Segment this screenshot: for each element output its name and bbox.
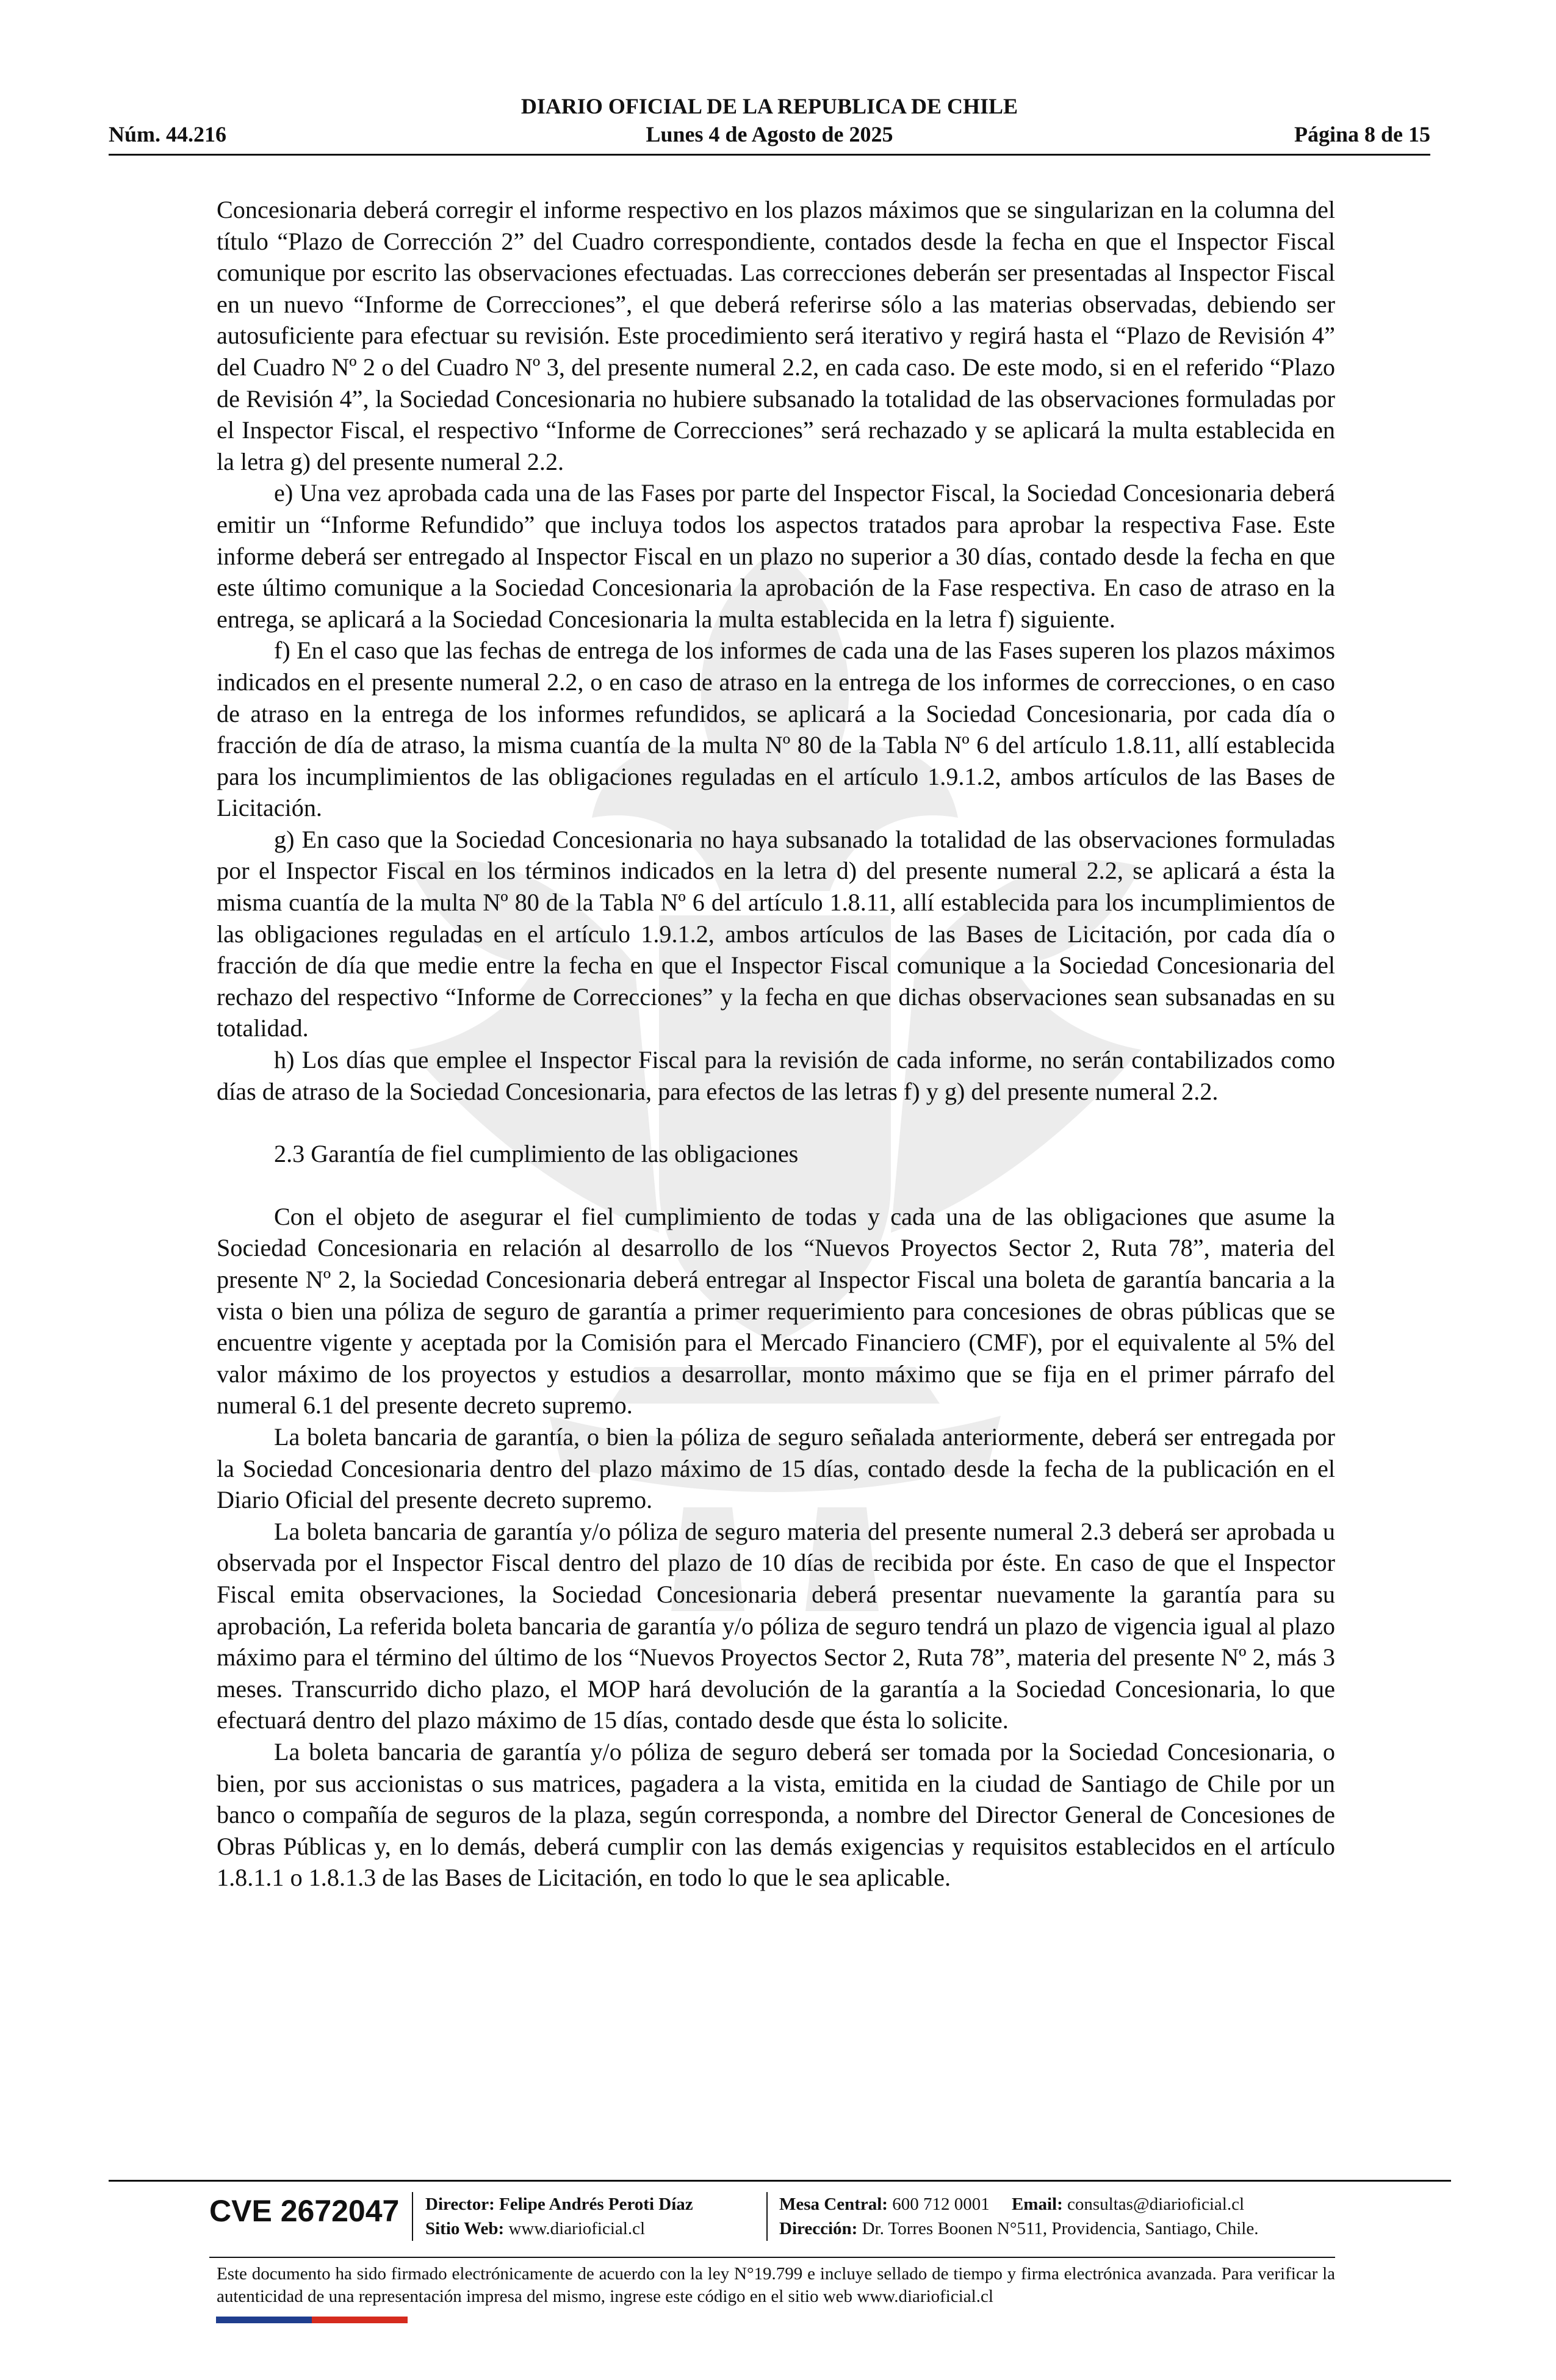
footer-divider	[109, 2180, 1451, 2182]
flag-blue-segment	[216, 2317, 312, 2323]
paragraph-guarantee-4: La boleta bancaria de garantía y/o póliza de seguro deberá ser tomada por la Sociedad Concesionaria, o bien, por sus accionistas o sus matrices, pagadera a la vista, emitida en la ciudad de Santiago de Chile por un banco o compañía de seguros de la plaza, según corresponda, a nombre del Director General de Concesiones de Obras Públicas y, en lo demás, deberá cumplir con las demás exigencias y requisitos establecidos en el artículo 1.8.1.1 o 1.8.1.3 de las Bases de Licitación, en todo lo que le sea aplicable.	[217, 1737, 1335, 1892]
paragraph-guarantee-3: La boleta bancaria de garantía y/o póliza de seguro materia del presente numeral 2.3 deberá ser aprobada u observada por el Inspector Fiscal dentro del plazo de 10 días de recibida por éste. En caso de que el Inspector Fiscal emita observaciones, la Sociedad Concesionaria deberá presentar nuevamente la garantía para su aprobación, La referida boleta bancaria de garantía y/o póliza de seguro tendrá un plazo de vigencia igual al plazo máximo para el término del último de los “Nuevos Proyectos Sector 2, Ruta 78”, materia del presente Nº 2, más 3 meses. Transcurrido dicho plazo, el MOP hará devolución de la garantía a la Sociedad Concesionaria, lo que efectuará dentro del plazo máximo de 15 días, contado desde que ésta lo solicite.	[217, 1517, 1335, 1734]
paragraph-e: e) Una vez aprobada cada una de las Fases por parte del Inspector Fiscal, la Sociedad Concesionaria deberá emitir un “Informe Refundido” que incluya todos los aspectos tratados para aprobar la respectiva Fase. Este informe deberá ser entregado al Inspector Fiscal en un plazo no superior a 30 días, contado desde la fecha en que este último comunique a la Sociedad Concesionaria la aprobación de la Fase respectiva. En caso de atraso en la entrega, se aplicará a la Sociedad Concesionaria la multa establecida en la letra f) siguiente.	[217, 479, 1335, 633]
paragraph-f: f) En el caso que las fechas de entrega de los informes de cada una de las Fases superen los plazos máximos indicados en el presente numeral 2.2, o en caso de atraso en la entrega de los informes de correcciones, o en caso de atraso en la entrega de los informes refundidos, se aplicará a la Sociedad Concesionaria, por cada día o fracción de día de atraso, la misma cuantía de la multa Nº 80 de la Tabla Nº 6 del artículo 1.8.11, allí establecida para los incumplimientos de las obligaciones reguladas en el artículo 1.9.1.2, ambos artículos de las Bases de Licitación.	[217, 636, 1335, 822]
site-link[interactable]: www.diarioficial.cl	[508, 2219, 646, 2238]
address-value: Dr. Torres Boonen N°511, Providencia, Santiago, Chile.	[862, 2219, 1259, 2238]
signature-notice: Este documento ha sido firmado electrónicamente de acuerdo con la ley N°19.799 e incluye sellado de tiempo y firma electrónica avanzada. Para verificar la autenticidad de una representación impresa del mismo, ingrese este código en el sitio web www.diarioficial.cl	[217, 2264, 1335, 2306]
issue-date: Lunes 4 de Agosto de 2025	[646, 122, 893, 146]
header-divider	[109, 154, 1430, 156]
site-label: Sitio Web:	[425, 2219, 505, 2238]
address-label: Dirección:	[779, 2219, 858, 2238]
phone-label: Mesa Central:	[779, 2194, 888, 2214]
paragraph-continuation: Concesionaria deberá corregir el informe respectivo en los plazos máximos que se singularizan en la columna del título “Plazo de Corrección 2” del Cuadro correspondiente, contados desde la fecha en que el Inspector Fiscal comunique por escrito las observaciones efectuadas. Las correcciones deberán ser presentadas al Inspector Fiscal en un nuevo “Informe de Correcciones”, el que deberá referirse sólo a las materias observadas, debiendo ser autosuficiente para efectuar su revisión. Este procedimiento será iterativo y regirá hasta el “Plazo de Revisión 4” del Cuadro Nº 2 o del Cuadro Nº 3, del presente numeral 2.2, en cada caso. De este modo, si en el referido “Plazo de Revisión 4”, la Sociedad Concesionaria no hubiere subsanado la totalidad de las observaciones formuladas por el Inspector Fiscal, el respectivo “Informe de Correcciones” será rechazado y se aplicará la multa establecida en la letra g) del presente numeral 2.2.	[217, 196, 1335, 475]
director-name: Felipe Andrés Peroti Díaz	[499, 2194, 693, 2214]
publication-title: DIARIO OFICIAL DE LA REPUBLICA DE CHILE	[520, 94, 1018, 118]
paragraph-guarantee-1: Con el objeto de asegurar el fiel cumplimiento de todas y cada una de las obligaciones que asume la Sociedad Concesionaria en relación al desarrollo de los “Nuevos Proyectos Sector 2, Ruta 78”, materia del presente Nº 2, la Sociedad Concesionaria deberá entregar al Inspector Fiscal una boleta de garantía bancaria a la vista o bien una póliza de seguro de garantía a primer requerimiento para concesiones de obras públicas que se encuentre vigente y aceptada por la Comisión para el Mercado Financiero (CMF), por el equivalente al 5% del valor máximo de los proyectos y estudios a desarrollar, monto máximo que se fija en el primer párrafo del numeral 6.1 del presente decreto supremo.	[217, 1202, 1335, 1419]
footer-director-block	[425, 2192, 693, 2241]
flag-red-segment	[312, 2317, 408, 2323]
paragraph-h: h) Los días que emplee el Inspector Fiscal para la revisión de cada informe, no serán contabilizados como días de atraso de la Sociedad Concesionaria, para efectos de las letras f) y g) del presente numeral 2.2.	[217, 1046, 1335, 1105]
footer-contact-block	[779, 2192, 1258, 2241]
director-label: Director:	[425, 2194, 495, 2214]
footer-separator	[766, 2192, 768, 2241]
email-link[interactable]: consultas@diarioficial.cl	[1067, 2194, 1245, 2214]
cve-code: CVE 2672047	[209, 2194, 400, 2228]
footer-divider-secondary	[209, 2257, 1335, 2258]
issue-number: Núm. 44.216	[109, 122, 227, 146]
section-heading: 2.3 Garantía de fiel cumplimiento de las obligaciones	[274, 1140, 799, 1168]
paragraph-guarantee-2: La boleta bancaria de garantía, o bien la póliza de seguro señalada anteriormente, deberá ser entregada por la Sociedad Concesionaria dentro del plazo máximo de 15 días, contado desde la fecha de la publicación en el Diario Oficial del presente decreto supremo.	[217, 1423, 1335, 1514]
phone-value: 600 712 0001	[892, 2194, 990, 2214]
footer-separator	[412, 2192, 413, 2241]
page-number: Página 8 de 15	[1294, 122, 1430, 146]
paragraph-g: g) En caso que la Sociedad Concesionaria no haya subsanado la totalidad de las observaciones formuladas por el Inspector Fiscal en los términos indicados en la letra d) del presente numeral 2.2, se aplicará a ésta la misma cuantía de la multa Nº 80 de la Tabla Nº 6 del artículo 1.8.11, allí establecida para los incumplimientos de las obligaciones reguladas en el artículo 1.9.1.2, ambos artículos de las Bases de Licitación, por cada día o fracción de día que medie entre la fecha en que el Inspector Fiscal comunique a la Sociedad Concesionaria del rechazo del respectivo “Informe de Correcciones” y la fecha en que dichas observaciones sean subsanadas en su totalidad.	[217, 825, 1335, 1042]
email-label: Email:	[1011, 2194, 1063, 2214]
flag-stripe	[216, 2317, 408, 2323]
document-body	[217, 194, 1335, 1894]
